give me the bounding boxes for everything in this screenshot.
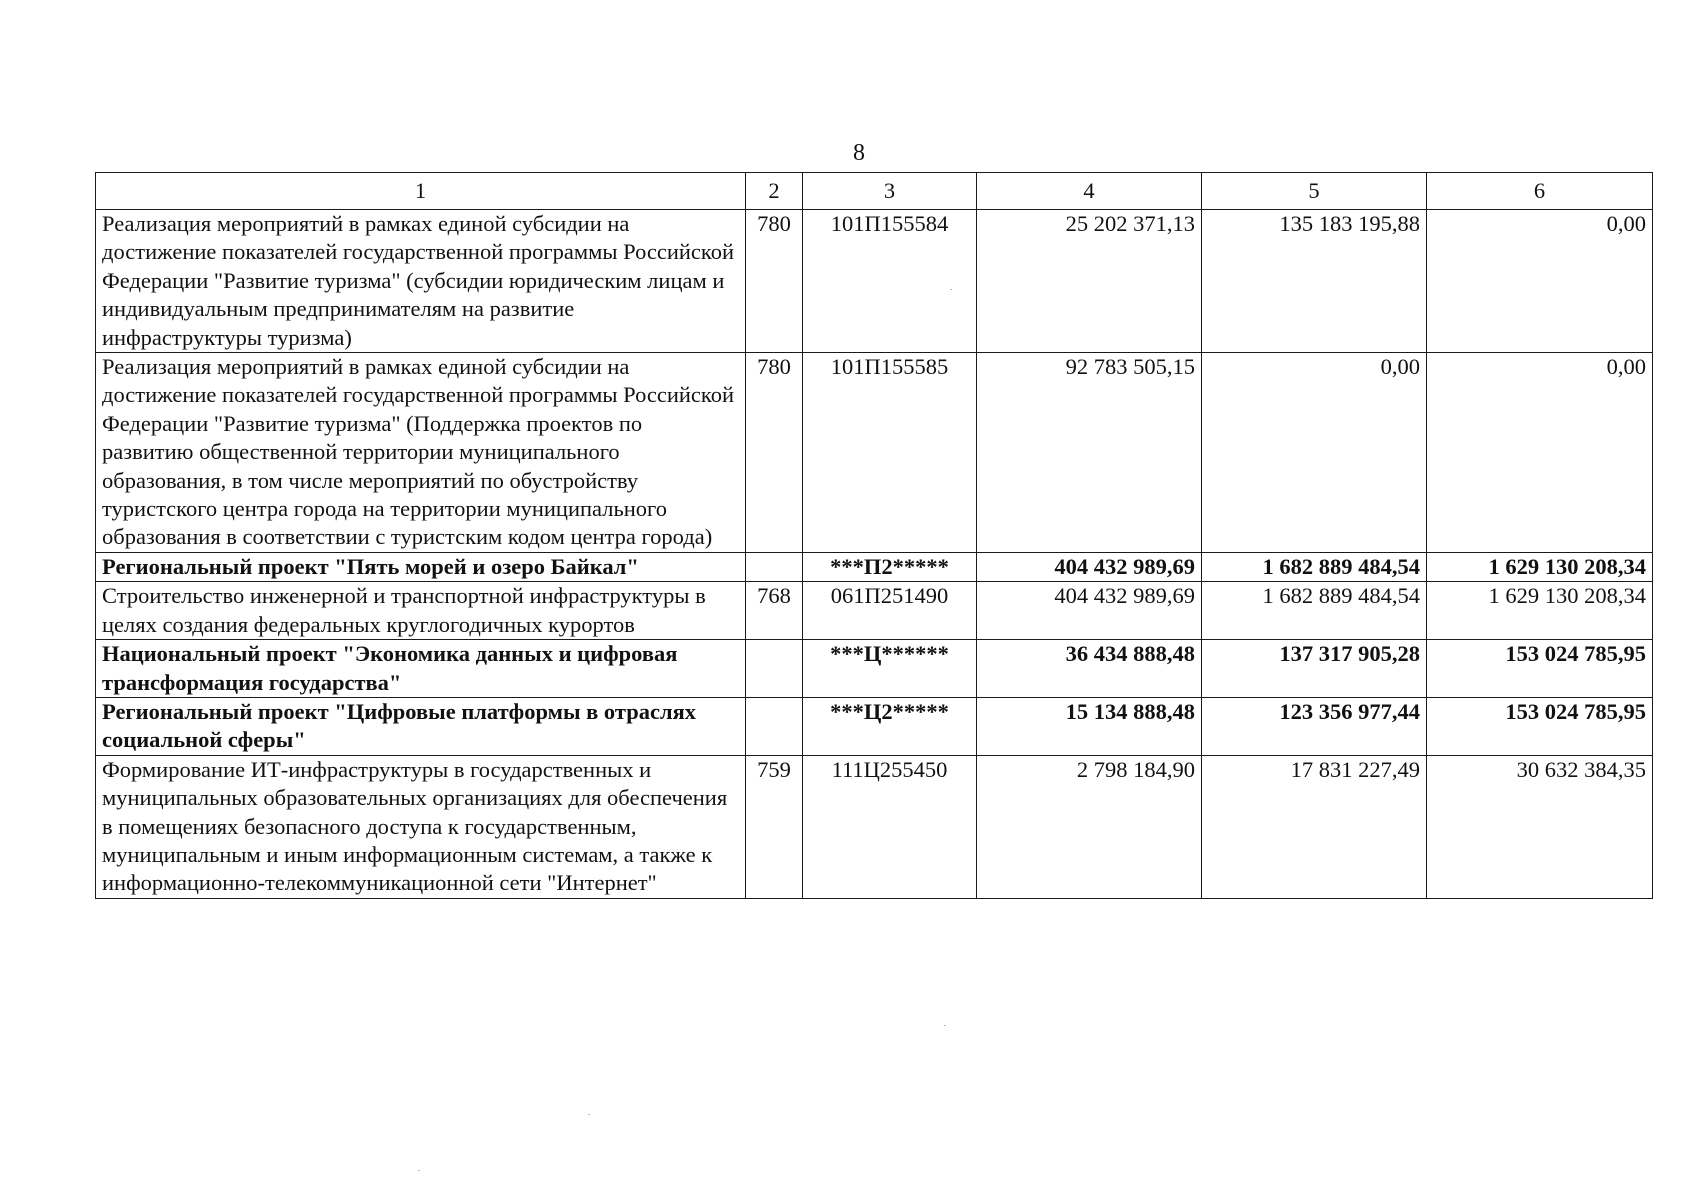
scan-speck	[950, 289, 952, 290]
row-gr-code: 780	[746, 210, 803, 353]
scan-speck	[588, 1114, 590, 1115]
row-name: Региональный проект "Пять морей и озеро Байкал"	[96, 552, 746, 581]
row-value-5: 135 183 195,88	[1202, 210, 1427, 353]
row-name: Реализация мероприятий в рамках единой субсидии на достижение показателей государственной программы Российской Федерации "Развитие туризма" (субсидии юридическим лицам и индивидуальным предпринимателям на развитие инфраструктуры туризма)	[96, 210, 746, 353]
header-row	[96, 173, 1653, 210]
row-target-code: ***П2*****	[803, 552, 977, 581]
row-target-code: 101П155584	[803, 210, 977, 353]
header-col-5: 5	[1202, 173, 1427, 210]
row-target-code: ***Ц2*****	[803, 697, 977, 755]
table-row	[96, 755, 1653, 898]
row-name: Строительство инженерной и транспортной инфраструктуры в целях создания федеральных круглогодичных курортов	[96, 582, 746, 640]
row-value-4: 2 798 184,90	[977, 755, 1202, 898]
table-row-national-project	[96, 640, 1653, 698]
row-value-4: 15 134 888,48	[977, 697, 1202, 755]
row-gr-code: 780	[746, 353, 803, 553]
row-value-6: 153 024 785,95	[1427, 697, 1653, 755]
row-name: Формирование ИТ-инфраструктуры в государственных и муниципальных образовательных организациях для обеспечения в помещениях безопасного доступа к государственным, муниципальным и иным информационным системам, а также к информационно-телекоммуникационной сети "Интернет"	[96, 755, 746, 898]
row-value-4: 36 434 888,48	[977, 640, 1202, 698]
page-number: 8	[853, 140, 865, 166]
row-value-4: 92 783 505,15	[977, 353, 1202, 553]
row-value-6: 30 632 384,35	[1427, 755, 1653, 898]
scan-speck	[944, 1025, 946, 1026]
row-target-code: 111Ц255450	[803, 755, 977, 898]
row-value-4: 404 432 989,69	[977, 582, 1202, 640]
header-col-6: 6	[1427, 173, 1653, 210]
row-target-code: 101П155585	[803, 353, 977, 553]
row-value-6: 0,00	[1427, 353, 1653, 553]
row-value-5: 1 682 889 484,54	[1202, 582, 1427, 640]
row-value-4: 404 432 989,69	[977, 552, 1202, 581]
header-col-2: 2	[746, 173, 803, 210]
header-col-1: 1	[96, 173, 746, 210]
row-value-6: 0,00	[1427, 210, 1653, 353]
row-value-5: 0,00	[1202, 353, 1427, 553]
row-value-5: 137 317 905,28	[1202, 640, 1427, 698]
row-gr-code: 759	[746, 755, 803, 898]
table-row	[96, 210, 1653, 353]
table-row-project-total	[96, 697, 1653, 755]
row-name: Реализация мероприятий в рамках единой субсидии на достижение показателей государственной программы Российской Федерации "Развитие туризма" (Поддержка проектов по развитию общественной территории муниципального образования, в том числе мероприятий по обустройству туристского центра города на территории муниципального образования в соответствии с туристским кодом центра города)	[96, 353, 746, 553]
row-value-6: 1 629 130 208,34	[1427, 552, 1653, 581]
row-gr-code	[746, 552, 803, 581]
row-gr-code	[746, 697, 803, 755]
row-target-code: ***Ц******	[803, 640, 977, 698]
budget-table	[95, 172, 1653, 899]
header-col-3: 3	[803, 173, 977, 210]
row-value-4: 25 202 371,13	[977, 210, 1202, 353]
row-gr-code: 768	[746, 582, 803, 640]
row-value-5: 17 831 227,49	[1202, 755, 1427, 898]
row-name: Национальный проект "Экономика данных и цифровая трансформация государства"	[96, 640, 746, 698]
row-value-5: 123 356 977,44	[1202, 697, 1427, 755]
table-row	[96, 353, 1653, 553]
row-name: Региональный проект "Цифровые платформы в отраслях социальной сферы"	[96, 697, 746, 755]
row-gr-code	[746, 640, 803, 698]
table-row-project-total	[96, 552, 1653, 581]
row-value-5: 1 682 889 484,54	[1202, 552, 1427, 581]
row-value-6: 1 629 130 208,34	[1427, 582, 1653, 640]
table-row	[96, 582, 1653, 640]
row-value-6: 153 024 785,95	[1427, 640, 1653, 698]
header-col-4: 4	[977, 173, 1202, 210]
row-target-code: 061П251490	[803, 582, 977, 640]
scan-speck	[418, 1170, 420, 1171]
